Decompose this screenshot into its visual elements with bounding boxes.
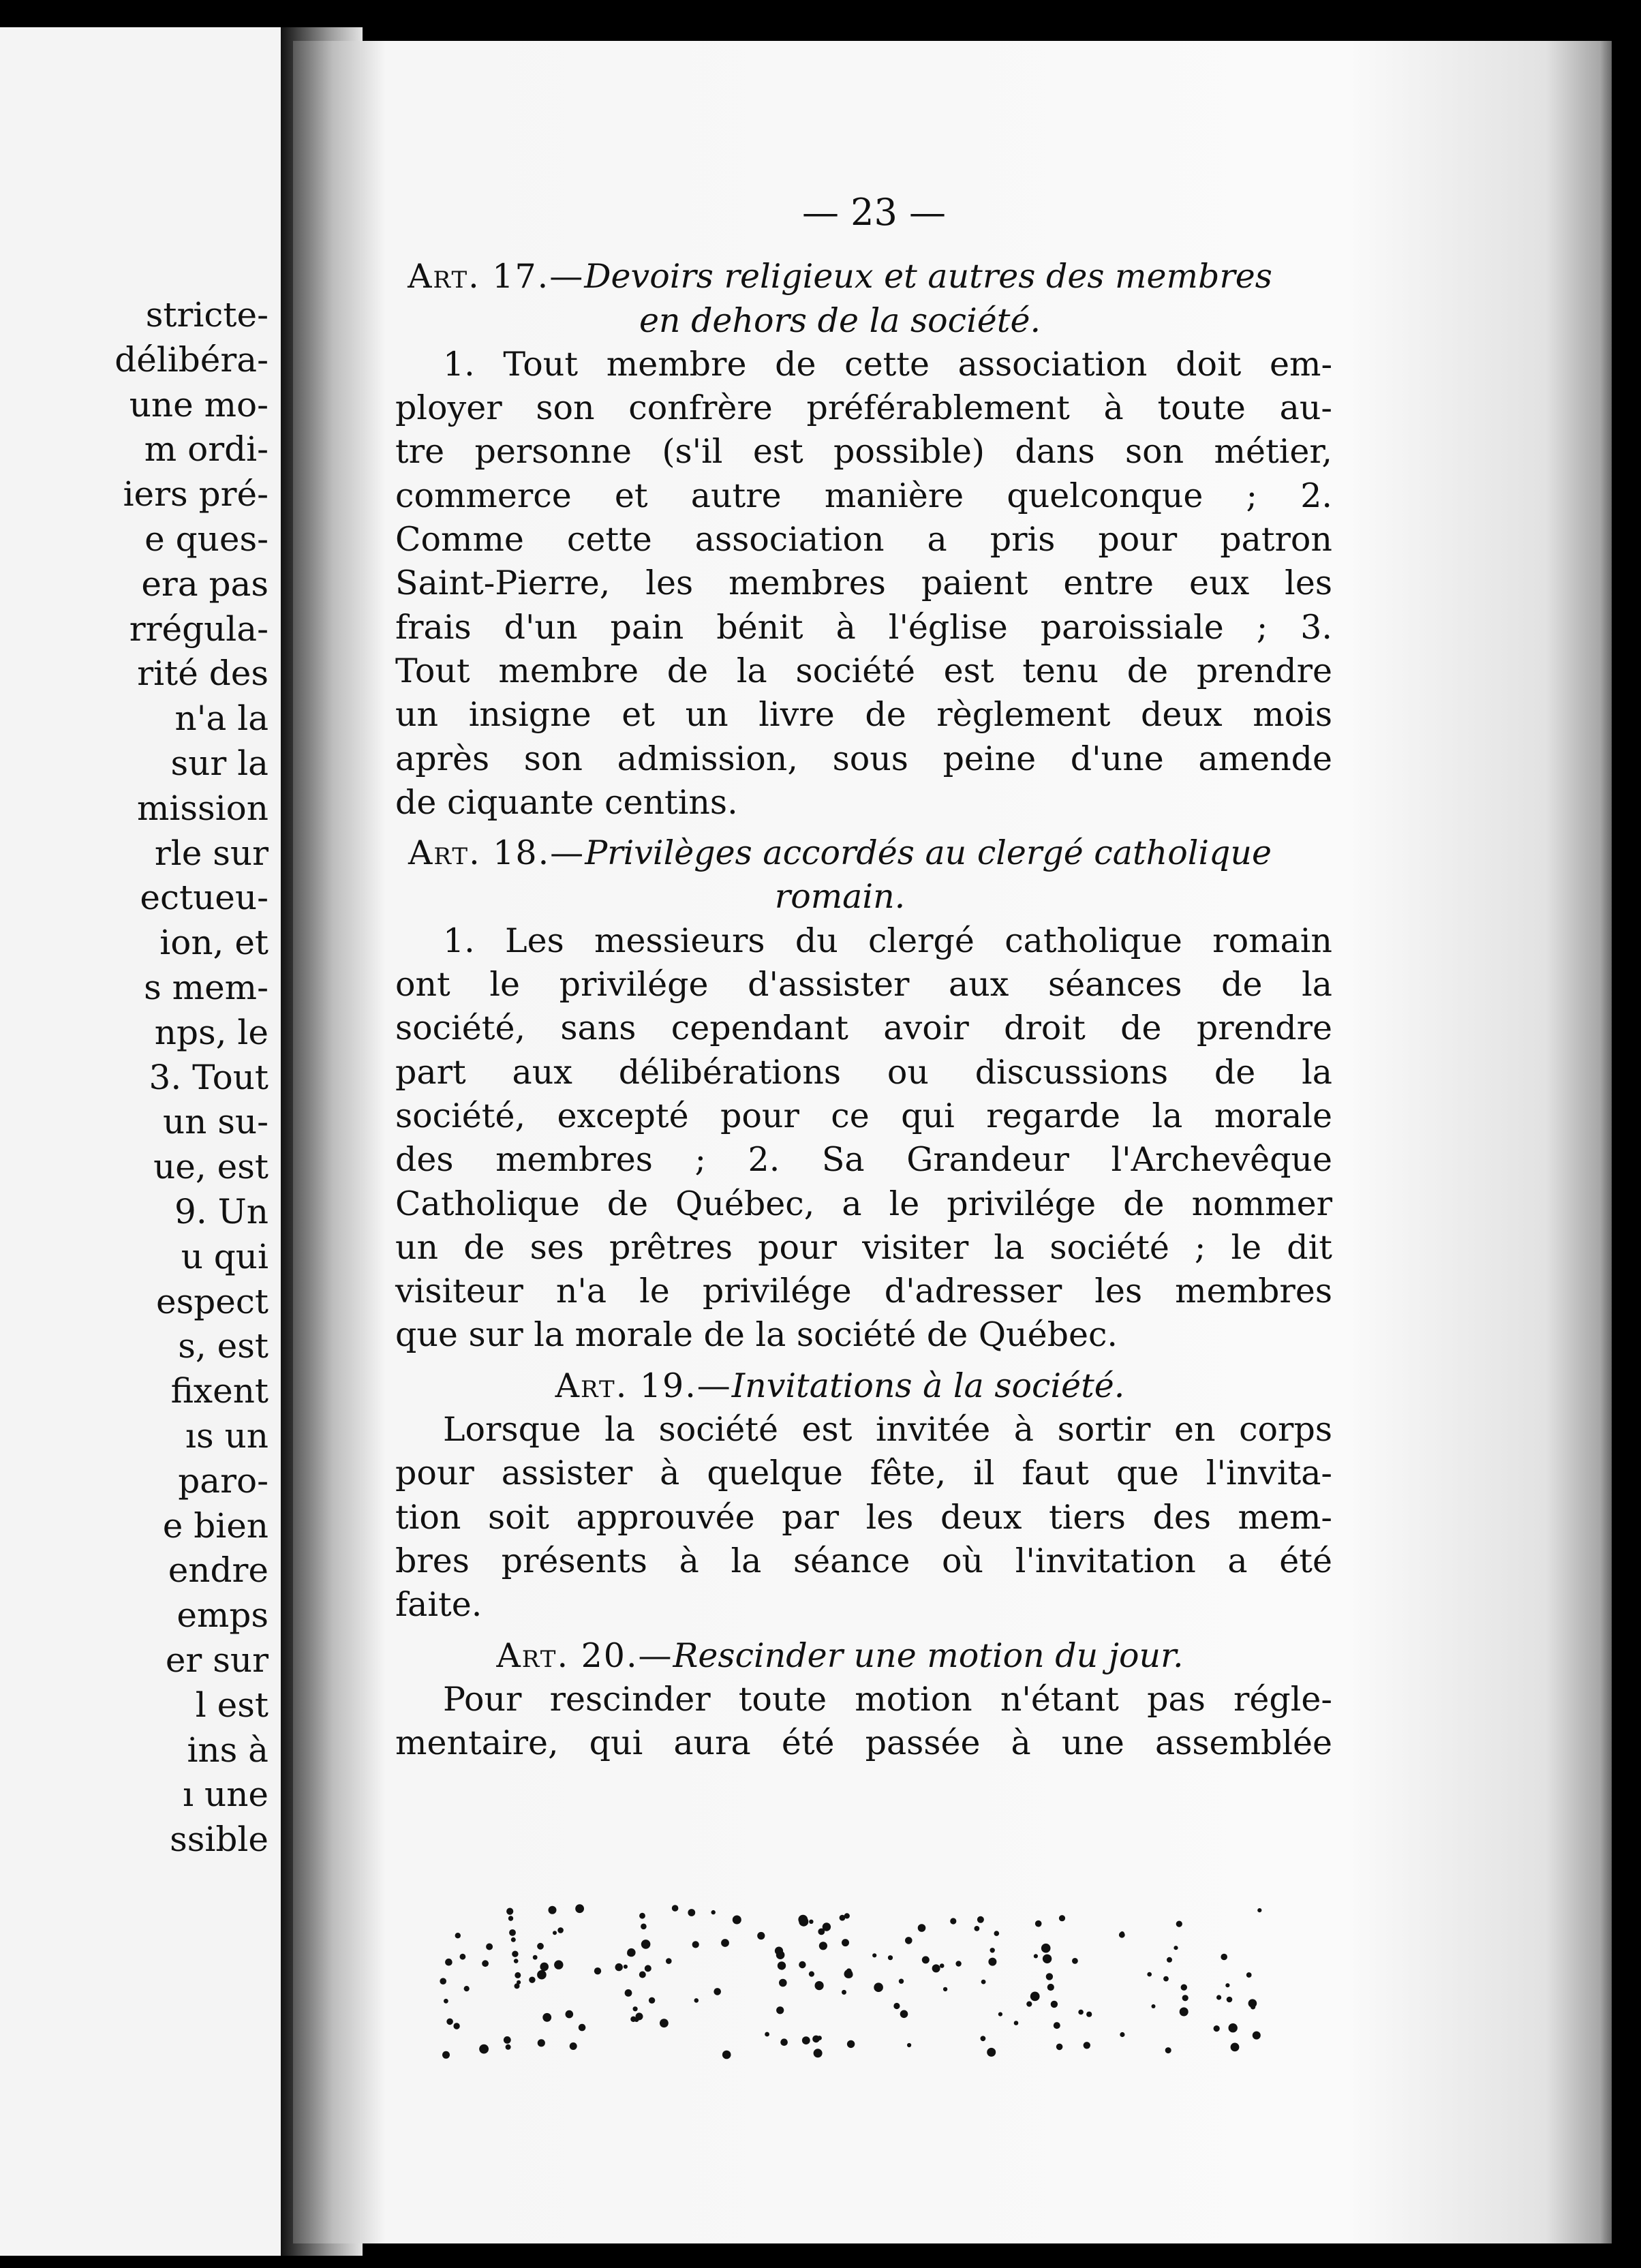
text-line: Tout membre de la société est tenu de prendre <box>395 651 1332 690</box>
text-line: frais d'un pain bénit à l'église paroissiale ; 3. <box>395 607 1332 647</box>
left-page-line: er sur <box>165 1640 269 1680</box>
left-page-line: un su- <box>162 1102 269 1142</box>
left-page-line: endre <box>168 1550 269 1591</box>
article-19-body <box>348 1408 1332 1627</box>
left-page-line: 9. Un <box>174 1191 269 1231</box>
left-page-line: stricte- <box>145 295 269 335</box>
text-line: 1. Tout membre de cette association doit em- <box>443 344 1332 384</box>
article-20-title: Rescinder une motion du jour. <box>673 1636 1184 1675</box>
article-19-heading <box>348 1364 1332 1408</box>
text-line: société, excepté pour ce qui regarde la morale <box>395 1096 1332 1135</box>
article-19-label: Art. 19.— <box>555 1366 732 1405</box>
left-page-line: rité des <box>137 654 269 694</box>
article-18-body <box>348 919 1332 1358</box>
text-line: part aux délibérations ou discussions de la <box>395 1052 1332 1092</box>
article-20-heading <box>348 1634 1332 1678</box>
left-page-line: nps, le <box>154 1012 269 1052</box>
left-page-line: e bien <box>162 1505 269 1546</box>
left-page-line: emps <box>177 1595 269 1636</box>
article-20 <box>348 1634 1332 1766</box>
text-line: visiteur n'a le privilége d'adresser les membres <box>395 1272 1332 1311</box>
text-line: que sur la morale de la société de Québec. <box>395 1315 1118 1355</box>
left-page-line: era pas <box>141 564 269 604</box>
article-17-title-line-2: en dehors de la société. <box>639 301 1041 340</box>
article-17-body <box>348 343 1332 825</box>
text-line: bres présents à la séance où l'invitation a été <box>395 1541 1332 1580</box>
left-page-line: rrégula- <box>129 609 269 649</box>
text-line: après son admission, sous peine d'une amende <box>395 739 1332 778</box>
article-17-label: Art. 17.— <box>408 257 585 296</box>
left-page-line: rle sur <box>154 833 269 873</box>
article-17 <box>348 255 1332 825</box>
text-line: ont le privilége d'assister aux séances de la <box>395 965 1332 1005</box>
article-18-title-line-1: Privilèges accordés au clergé catholique <box>585 833 1272 873</box>
left-page-line: u qui <box>181 1236 269 1276</box>
left-page-line: e ques- <box>144 519 269 559</box>
article-18-label: Art. 18.— <box>408 833 585 873</box>
text-line: tion soit approuvée par les deux tiers des mem- <box>395 1497 1332 1537</box>
article-19-title: Invitations à la société. <box>731 1366 1125 1405</box>
text-line: de ciquante centins. <box>395 782 738 822</box>
left-page-line: ins à <box>187 1730 269 1770</box>
left-page-line: 3. Tout <box>149 1057 269 1097</box>
left-page-line: fixent <box>170 1371 269 1411</box>
text-line: Lorsque la société est invitée à sortir en corps <box>443 1410 1332 1450</box>
left-page-line: ıs un <box>185 1415 269 1456</box>
article-20-body <box>348 1678 1332 1766</box>
left-page-line: une mo- <box>129 384 269 425</box>
page-content <box>348 191 1332 1765</box>
text-line: commerce et autre manière quelconque ; 2. <box>395 476 1332 515</box>
text-line: société, sans cependant avoir droit de prendre <box>395 1009 1332 1048</box>
article-19 <box>348 1364 1332 1627</box>
left-page-line: ue, est <box>153 1147 269 1187</box>
article-17-title-line-1: Devoirs religieux et autres des membres <box>584 257 1272 296</box>
text-line: pour assister à quelque fête, il faut que l'invita- <box>395 1454 1332 1493</box>
text-line: mentaire, qui aura été passée à une assemblée <box>395 1723 1332 1763</box>
left-page-line: s mem- <box>144 967 269 1007</box>
left-page-text <box>0 293 269 1863</box>
left-page-line: paro- <box>178 1460 269 1501</box>
article-20-label: Art. 20.— <box>496 1636 673 1675</box>
page-number: — 23 — <box>801 191 947 234</box>
scan-edge <box>1600 0 1641 2268</box>
text-line: Pour rescinder toute motion n'étant pas régle- <box>443 1679 1332 1719</box>
left-page-line: l est <box>195 1685 269 1725</box>
text-line: 1. Les messieurs du clergé catholique romain <box>443 921 1332 960</box>
text-line: un de ses prêtres pour visiter la société ; le dit <box>395 1227 1332 1267</box>
left-page-line: délibéra- <box>114 339 269 380</box>
left-page-line: iers pré- <box>123 474 269 515</box>
text-line: Comme cette association a pris pour patron <box>395 520 1332 560</box>
article-18-heading <box>348 831 1332 919</box>
text-line: Catholique de Québec, a le privilége de nommer <box>395 1184 1332 1223</box>
left-page-line: ectueu- <box>140 878 269 918</box>
left-page-line: m ordi- <box>144 429 269 470</box>
left-page-line: ion, et <box>159 923 269 963</box>
left-page-line: espect <box>156 1281 269 1321</box>
article-17-heading <box>348 255 1332 343</box>
left-page <box>0 27 281 2256</box>
left-page-line: n'a la <box>174 699 269 739</box>
text-line: faite. <box>395 1585 482 1625</box>
text-line: ployer son confrère préférablement à toute au- <box>395 388 1332 428</box>
left-page-line: mission <box>136 788 269 828</box>
left-page-line: ı une <box>183 1775 269 1815</box>
left-page-line: ssible <box>170 1820 269 1860</box>
text-line: Saint-Pierre, les membres paient entre eux les <box>395 564 1332 603</box>
article-18-title-line-2: romain. <box>774 877 906 917</box>
left-page-line: sur la <box>170 743 269 783</box>
text-line: un insigne et un livre de règlement deux mois <box>395 695 1332 735</box>
text-line: tre personne (s'il est possible) dans son métier, <box>395 432 1332 472</box>
article-18 <box>348 831 1332 1358</box>
text-line: des membres ; 2. Sa Grandeur l'Archevêque <box>395 1140 1332 1180</box>
left-page-line: s, est <box>178 1326 269 1366</box>
